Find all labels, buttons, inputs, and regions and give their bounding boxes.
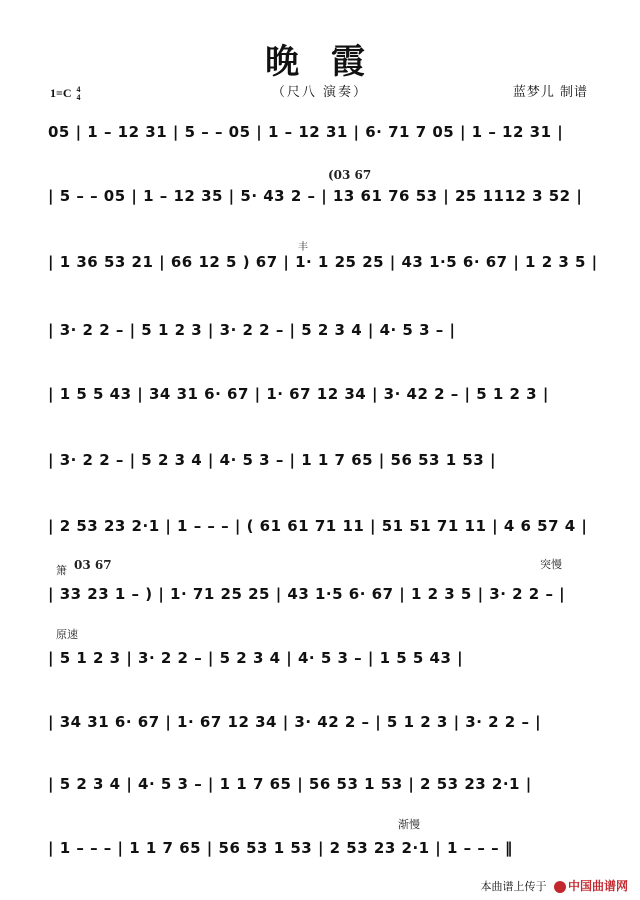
page-subtitle: （尺八 演奏） <box>271 85 369 100</box>
interlude-upper: (03 67 <box>328 168 372 182</box>
upload-footer <box>480 877 628 894</box>
row-notation: | 33 23 1 – ) | 1· 71 25 25 | 43 1·5 6· 67 | 1 2 3 5 | 3· 2 2 – | <box>48 585 566 603</box>
row-notation: 05 | 1 – 12 31 | 5 – – 05 | 1 – 12 31 | 6· 71 7 05 | 1 – 12 31 | <box>48 123 564 141</box>
staff-row <box>42 830 598 866</box>
time-bottom: 4 <box>76 93 81 103</box>
site-logo[interactable] <box>554 879 628 893</box>
staff-row <box>42 766 598 802</box>
time-top: 4 <box>76 85 81 95</box>
site-name: 中国曲谱网 <box>567 879 628 893</box>
row-notation: | 1 – – – | 1 1 7 65 | 56 53 1 53 | 2 53 23 2·1 | 1 – – – ‖ <box>48 839 513 857</box>
row-notation: | 2 53 23 2·1 | 1 – – – | ( 61 61 71 11 | 51 51 71 11 | 4 6 57 4 | <box>48 517 588 535</box>
trill-mark: 丰 <box>298 242 308 253</box>
staff-row <box>42 312 598 348</box>
staff-row <box>42 576 598 612</box>
upload-label: 本曲谱上传于 <box>480 880 547 893</box>
staff-row <box>42 640 598 676</box>
site-logo-icon <box>554 881 566 893</box>
xiao-notes: 03 67 <box>74 558 112 572</box>
sudden-slow-label: 突慢 <box>540 558 562 571</box>
staff-row <box>42 114 598 150</box>
row-notation: | 1 36 53 21 | 66 12 5 ) 67 | 1· 1 25 25 | 43 1·5 6· 67 | 1 2 3 5 | <box>48 253 598 271</box>
row-notation: | 1 5 5 43 | 34 31 6· 67 | 1· 67 12 34 | 3· 42 2 – | 5 1 2 3 | <box>48 385 549 403</box>
row-notation: | 5 – – 05 | 1 – 12 35 | 5· 43 2 – | 13 61 76 53 | 25 1112 3 52 | <box>48 187 583 205</box>
staff-row <box>42 178 598 214</box>
gradual-slow-label: 渐慢 <box>398 818 420 831</box>
row-notation: | 5 2 3 4 | 4· 5 3 – | 1 1 7 65 | 56 53 1 53 | 2 53 23 2·1 | <box>48 775 532 793</box>
staff-row <box>42 508 598 544</box>
staff-row <box>42 244 598 280</box>
row-notation: | 3· 2 2 – | 5 2 3 4 | 4· 5 3 – | 1 1 7 65 | 56 53 1 53 | <box>48 451 496 469</box>
xiao-label: 箫 <box>56 564 67 577</box>
arranger: 蓝梦儿 制谱 <box>512 85 588 100</box>
staff-row <box>42 442 598 478</box>
staff-row <box>42 704 598 740</box>
row-notation: | 34 31 6· 67 | 1· 67 12 34 | 3· 42 2 – | 5 1 2 3 | 3· 2 2 – | <box>48 713 542 731</box>
key-label: 1=C <box>50 86 72 100</box>
row-notation: | 3· 2 2 – | 5 1 2 3 | 3· 2 2 – | 5 2 3 4 | 4· 5 3 – | <box>48 321 456 339</box>
time-signature <box>77 86 81 102</box>
original-tempo-label: 原速 <box>56 628 78 641</box>
key-signature <box>50 86 81 102</box>
row-notation: | 5 1 2 3 | 3· 2 2 – | 5 2 3 4 | 4· 5 3 – | 1 5 5 43 | <box>48 649 464 667</box>
page-title: 晚 霞 <box>265 42 375 82</box>
staff-row <box>42 376 598 412</box>
